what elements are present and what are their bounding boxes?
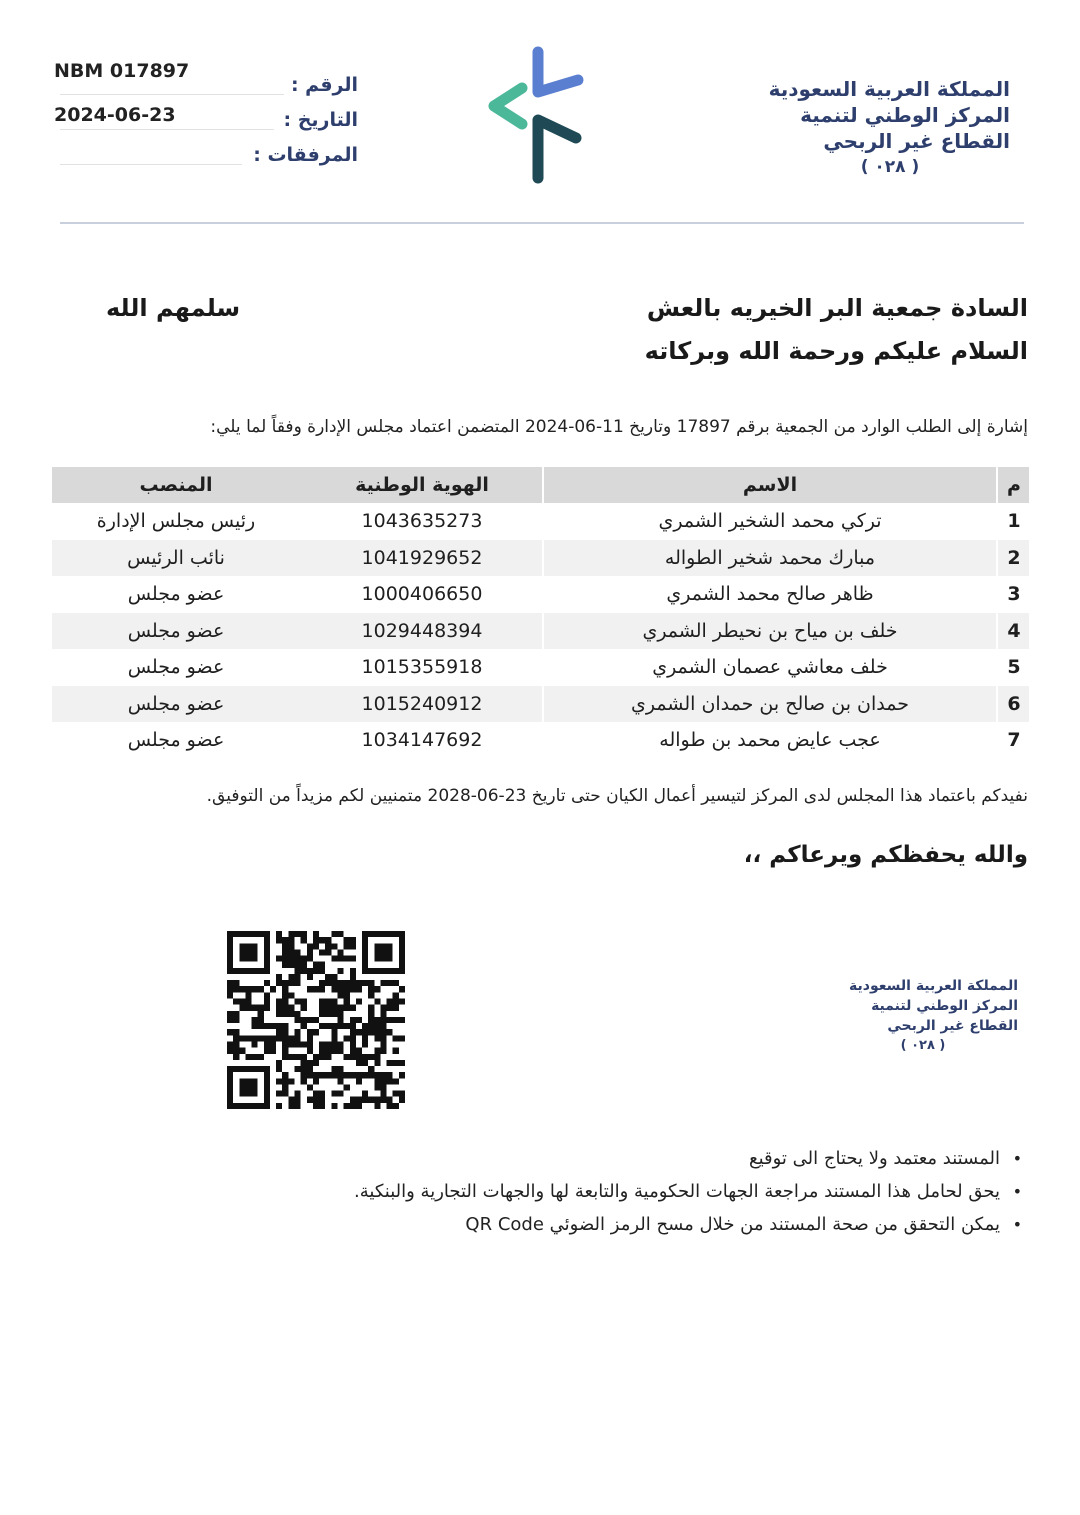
header-divider xyxy=(60,222,1024,224)
row-name: حمدان بن صالح بن حمدان الشمري xyxy=(631,692,909,715)
date-label: التاريخ : xyxy=(283,109,358,131)
org-line-country: المملكة العربية السعودية xyxy=(768,77,1010,101)
row-name: تركي محمد الشخير الشمري xyxy=(658,510,882,533)
header-num: م xyxy=(1007,474,1021,496)
header-position: المنصب xyxy=(139,474,213,496)
organization-name-block xyxy=(750,76,1010,180)
table-row xyxy=(52,576,1029,613)
table-row xyxy=(52,686,1029,723)
table-header-row xyxy=(52,467,1029,503)
footer-org-line-sector: القطاع غير الربحي xyxy=(887,1018,1018,1034)
document-notes-list xyxy=(354,1142,1000,1241)
board-members-table xyxy=(52,467,1029,759)
row-position: عضو مجلس xyxy=(127,729,225,752)
row-position: عضو مجلس xyxy=(127,692,225,715)
row-position: نائب الرئيس xyxy=(127,546,225,569)
date-underline xyxy=(60,129,274,130)
row-name: ظاهر صالح محمد الشمري xyxy=(666,583,874,606)
salutation-blessing: سلمهم الله xyxy=(106,294,241,322)
reference-underline xyxy=(60,94,284,95)
org-code: ( ٠٢٨ ) xyxy=(860,157,920,177)
intro-paragraph: إشارة إلى الطلب الوارد من الجمعية برقم 17897 وتاريخ 11-06-2024 المتضمن اعتماد مجلس الإدارة وفقاً لما يلي: xyxy=(210,417,1028,437)
note-item: • يمكن التحقق من صحة المستند من خلال مسح الرمز الضوئي QR Code xyxy=(354,1208,1000,1241)
row-position: عضو مجلس xyxy=(127,583,225,606)
qr-code-icon[interactable] xyxy=(227,931,405,1109)
attachments-underline xyxy=(60,164,242,165)
table-row xyxy=(52,503,1029,540)
note-item: • يحق لحامل هذا المستند مراجعة الجهات الحكومية والتابعة لها والجهات التجارية والبنكية. xyxy=(354,1175,1000,1208)
header-name: الاسم xyxy=(742,474,798,496)
table-row xyxy=(52,540,1029,577)
row-national-id: 1000406650 xyxy=(361,583,483,606)
table-row xyxy=(52,722,1029,759)
row-position: عضو مجلس xyxy=(127,656,225,679)
row-national-id: 1015240912 xyxy=(361,692,483,715)
org-line-sector: القطاع غير الربحي xyxy=(823,129,1010,153)
row-name: عجب عايض محمد بن طواله xyxy=(659,729,881,752)
footer-org-code: ( ٠٢٨ ) xyxy=(900,1038,946,1053)
row-num: 7 xyxy=(1007,729,1021,752)
row-name: خلف معاشي عصمان الشمري xyxy=(652,656,888,679)
row-num: 6 xyxy=(1007,692,1021,715)
row-position: رئيس مجلس الإدارة xyxy=(96,510,256,533)
row-position: عضو مجلس xyxy=(127,619,225,642)
row-num: 4 xyxy=(1007,619,1021,642)
header-national-id: الهوية الوطنية xyxy=(355,474,489,496)
org-line-center: المركز الوطني لتنمية xyxy=(800,103,1010,127)
reference-label: الرقم : xyxy=(290,74,358,96)
center-logo-icon xyxy=(482,44,586,186)
approval-paragraph: نفيدكم باعتماد هذا المجلس لدى المركز لتيسير أعمال الكيان حتى تاريخ 23-06-2028 متمنيين لكم مزيداً من التوفيق. xyxy=(206,786,1028,806)
footer-org-line-center: المركز الوطني لتنمية xyxy=(871,998,1018,1014)
date-value: 2024-06-23 xyxy=(54,104,176,126)
footer-org-line-country: المملكة العربية السعودية xyxy=(849,978,1018,994)
row-num: 2 xyxy=(1007,546,1021,569)
row-national-id: 1034147692 xyxy=(361,729,483,752)
row-name: خلف بن مياح بن نحيطر الشمري xyxy=(642,619,898,642)
attachments-label: المرفقات : xyxy=(253,144,358,166)
row-national-id: 1041929652 xyxy=(361,546,483,569)
row-num: 3 xyxy=(1007,583,1021,606)
row-national-id: 1043635273 xyxy=(361,510,483,533)
greeting-line: السلام عليكم ورحمة الله وبركاته xyxy=(644,337,1028,365)
row-num: 1 xyxy=(1007,510,1021,533)
note-item: • المستند معتمد ولا يحتاج الى توقيع xyxy=(354,1142,1000,1175)
row-num: 5 xyxy=(1007,656,1021,679)
recipient-line: السادة جمعية البر الخيريه بالعش xyxy=(646,294,1028,322)
row-name: مبارك محمد شخير الطواله xyxy=(664,546,876,569)
table-row xyxy=(52,649,1029,686)
footer-organization-block xyxy=(818,976,1018,1056)
row-national-id: 1029448394 xyxy=(361,619,483,642)
farewell-line: والله يحفظكم ويرعاكم ،، xyxy=(743,842,1028,868)
row-national-id: 1015355918 xyxy=(361,656,483,679)
reference-number: NBM 017897 xyxy=(54,60,190,82)
table-row xyxy=(52,613,1029,650)
